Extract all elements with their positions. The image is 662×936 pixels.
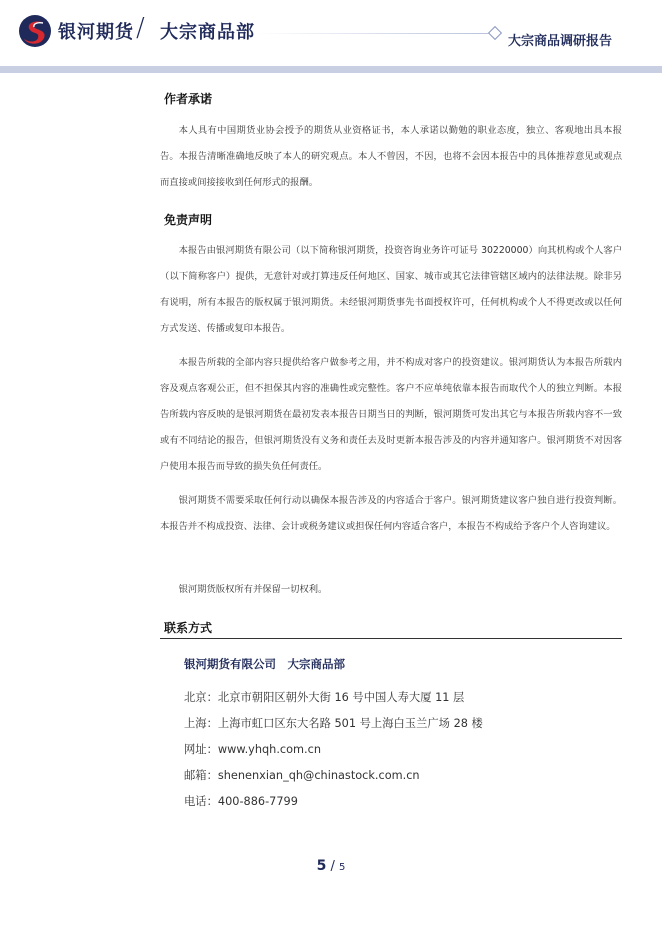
contact-company: 银河期货有限公司 大宗商品部 [184,657,345,671]
commitment-paragraph: 本人具有中国期货业协会授予的期货从业资格证书，本人承诺以勤勉的职业态度，独立、客观地出具本报告。本报告清晰准确地反映了本人的研究观点。本人不曾因，不因，也将不会因本报告中的具体推荐意见或观点而直接或间接接收到任何形式的报酬。 [160,125,622,188]
contact-divider [160,638,622,639]
commitment-title: 作者承诺 [164,92,213,106]
contact-shanghai: 上海：上海市虹口区东大名路 501 号上海白玉兰广场 28 楼 [184,717,483,730]
total-pages: 5 [339,862,346,873]
page-separator: / [330,859,335,874]
contact-title: 联系方式 [164,621,213,635]
report-type: 大宗商品调研报告 [508,34,613,49]
disclaimer-paragraph: 本报告由银河期货有限公司（以下简称银河期货，投资咨询业务许可证号 30220000）向其机构或个人客户（以下简称客户）提供，无意针对或打算违反任何地区、国家、城市或其它法律管辖区域内的法律法规。除非另有说明，所有本报告的版权属于银河期货。未经银河期货事先书面授权许可，任何机构或个人不得更改或以任何方式发送、传播或复印本报告。 [160,245,622,334]
disclaimer-paragraph: 银河期货不需要采取任何行动以确保本报告涉及的内容适合于客户。银河期货建议客户独自进行投资判断。本报告并不构成投资、法律、会计或税务建议或担保任何内容适合客户，本报告不构成给予客户个人咨询建议。 [160,495,622,532]
department-name: 大宗商品部 [160,22,255,43]
page-number [0,858,662,874]
page-header [0,0,662,72]
contact-email[interactable]: 邮箱：shenenxian_qh@chinastock.com.cn [184,769,420,782]
header-separator: / [136,13,145,43]
header-band [0,66,662,73]
header-rule [255,33,490,34]
contact-phone: 电话：400-886-7799 [184,795,298,808]
brand-name: 银河期货 [58,22,134,43]
diamond-icon [488,26,502,40]
contact-website[interactable]: 网址：www.yhqh.com.cn [184,743,322,756]
galaxy-s-logo-icon [18,14,52,48]
disclaimer-paragraph: 本报告所载的全部内容只提供给客户做参考之用，并不构成对客户的投资建议。银河期货认为本报告所载内容及观点客观公正，但不担保其内容的准确性或完整性。客户不应单纯依靠本报告而取代个人的独立判断。本报告所载内容反映的是银河期货在最初发表本报告日期当日的判断，银河期货可发出其它与本报告所载内容不一致或有不同结论的报告，但银河期货没有义务和责任去及时更新本报告涉及的内容并通知客户。银河期货不对因客户使用本报告而导致的损失负任何责任。 [160,357,622,472]
contact-beijing: 北京：北京市朝阳区朝外大街 16 号中国人寿大厦 11 层 [184,691,465,704]
disclaimer-paragraph: 银河期货版权所有并保留一切权利。 [178,584,328,595]
current-page: 5 [316,858,327,874]
disclaimer-title: 免责声明 [164,213,213,227]
